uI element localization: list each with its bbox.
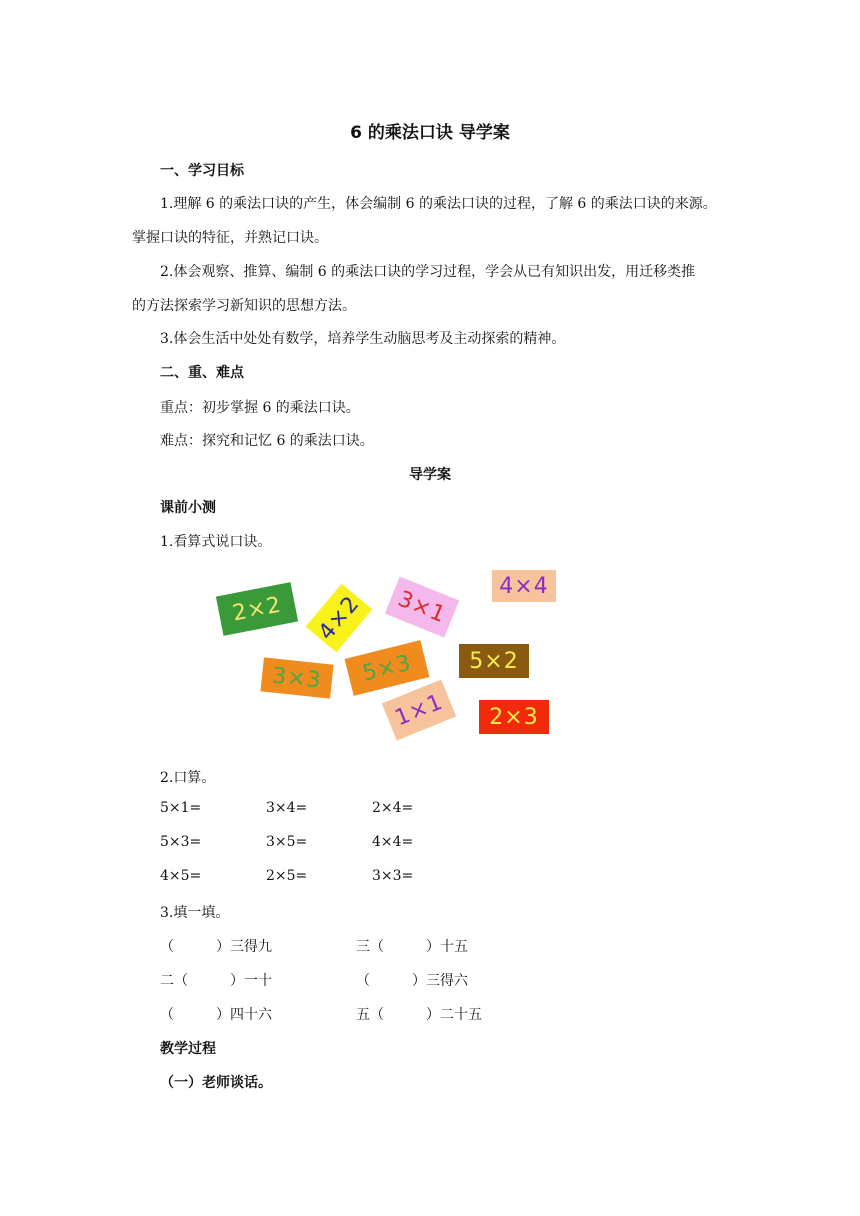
goal-1-line-2: 掌握口诀的特征，并熟记口诀。 [132,230,328,246]
fill-item: 三（ ）十五 [356,939,468,955]
goal-1-line-1: 1.理解 6 的乘法口诀的产生，体会编制 6 的乘法口诀的过程，了解 6 的乘法口诀的来源。 [160,196,717,212]
fill-item: （ ）四十六 [160,1007,272,1023]
card-5x3: 5×3 [345,640,430,696]
oral-item: 3×4= [266,800,308,816]
oral-item: 4×5= [160,868,202,884]
goal-3: 3.体会生活中处处有数学，培养学生动脑思考及主动探索的精神。 [160,331,566,347]
card-2x3: 2×3 [479,700,549,734]
card-4x4: 4×4 [492,570,556,602]
card-2x2: 2×2 [216,582,298,636]
fill-item: 二（ ）一十 [160,973,272,989]
process-subheading-1: （一）老师谈话。 [160,1075,272,1091]
process-heading: 教学过程 [160,1041,216,1057]
section-heading-key-points: 二、重、难点 [160,365,244,381]
pretest-question-1: 1.看算式说口诀。 [160,534,272,550]
oral-item: 4×4= [372,834,414,850]
pretest-question-2: 2.口算。 [160,770,216,786]
key-point: 重点：初步掌握 6 的乘法口诀。 [160,400,360,416]
pretest-heading: 课前小测 [160,500,216,516]
oral-item: 5×3= [160,834,202,850]
oral-item: 3×5= [266,834,308,850]
goal-2-line-2: 的方法探索学习新知识的思想方法。 [132,298,356,314]
card-3x1: 3×1 [385,576,459,637]
card-5x2: 5×2 [459,644,529,678]
card-4x2: 4×2 [306,584,373,653]
card-1x1: 1×1 [382,679,456,740]
fill-item: 五（ ）二十五 [356,1007,482,1023]
goal-2-line-1: 2.体会观察、推算、编制 6 的乘法口诀的学习过程，学会从已有知识出发，用迁移类推 [160,264,696,280]
fill-item: （ ）三得六 [356,973,468,989]
section-heading-goals: 一、学习目标 [160,163,244,179]
guide-heading: 导学案 [409,467,451,483]
oral-item: 5×1= [160,800,202,816]
oral-item: 3×3= [372,868,414,884]
fill-item: （ ）三得九 [160,939,272,955]
card-3x3: 3×3 [260,657,333,698]
page-title: 6 的乘法口诀 导学案 [350,123,510,143]
oral-item: 2×5= [266,868,308,884]
oral-item: 2×4= [372,800,414,816]
difficulty: 难点：探究和记忆 6 的乘法口诀。 [160,433,374,449]
pretest-question-3: 3.填一填。 [160,905,230,921]
